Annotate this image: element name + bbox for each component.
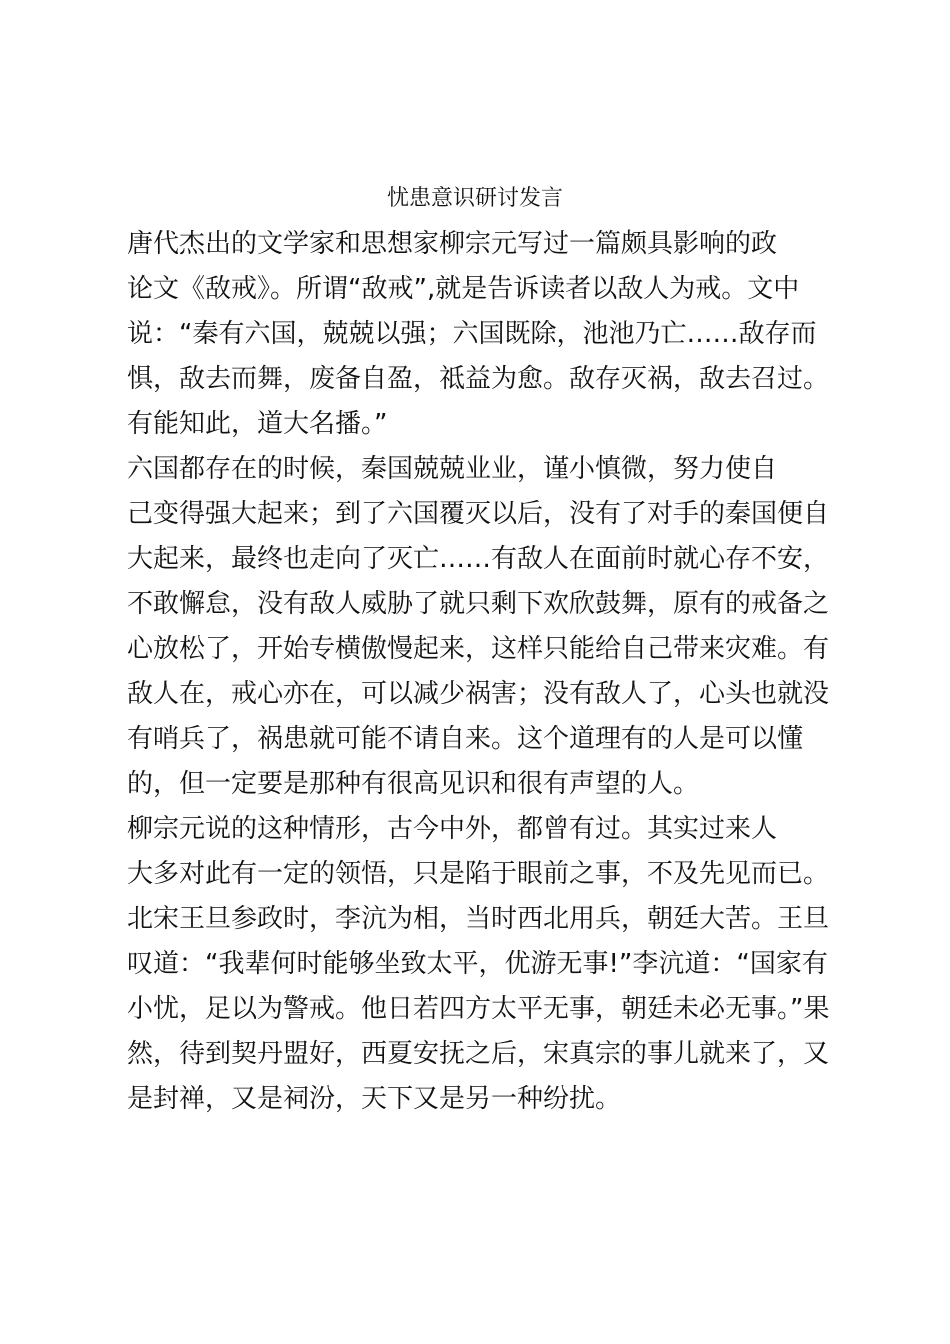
text-line: 论文《敌戒》。所谓“敌戒”,就是告诉读者以敌人为戒。文中 bbox=[127, 274, 800, 304]
text-line: 北宋王旦参政时，李沆为相，当时西北用兵，朝廷大苦。王旦 bbox=[127, 904, 830, 934]
document-body bbox=[127, 222, 847, 1122]
text-line: 六国都存在的时候，秦国兢兢业业，谨小慎微，努力使自 bbox=[127, 454, 778, 484]
text-line: 说：“秦有六国，兢兢以强；六国既除，池池乃亡……敌存而 bbox=[127, 319, 817, 349]
text-line: 柳宗元说的这种情形，古今中外，都曾有过。其实过来人 bbox=[127, 814, 778, 844]
text-line: 大起来，最终也走向了灭亡……有敌人在面前时就心存不安， bbox=[127, 544, 830, 574]
text-line: 叹道：“我辈何时能够坐致太平，优游无事!”李沆道：“国家有 bbox=[127, 949, 828, 979]
text-line: 有能知此，道大名播。” bbox=[127, 409, 388, 439]
text-line: 然，待到契丹盟好，西夏安抚之后，宋真宗的事儿就来了，又 bbox=[127, 1039, 830, 1069]
text-line: 敌人在，戒心亦在，可以减少祸害；没有敌人了，心头也就没 bbox=[127, 679, 830, 709]
text-line: 有哨兵了，祸患就可能不请自来。这个道理有的人是可以懂 bbox=[127, 724, 804, 754]
text-line: 己变得强大起来；到了六国覆灭以后，没有了对手的秦国便自 bbox=[127, 499, 830, 529]
text-line: 是封禅，又是祠汾，天下又是另一种纷扰。 bbox=[127, 1084, 622, 1114]
document-title: 忧患意识研讨发言 bbox=[386, 186, 563, 211]
text-line: 不敢懈怠，没有敌人威胁了就只剩下欢欣鼓舞，原有的戒备之 bbox=[127, 589, 830, 619]
text-line: 惧，敌去而舞，废备自盈，祗益为愈。敌存灭祸，敌去召过。 bbox=[127, 364, 830, 394]
text-line: 小忧，足以为警戒。他日若四方太平无事，朝廷未必无事。”果 bbox=[127, 994, 830, 1024]
text-line: 大多对此有一定的领悟，只是陷于眼前之事，不及先见而已。 bbox=[127, 859, 830, 889]
text-line: 唐代杰出的文学家和思想家柳宗元写过一篇颇具影响的政 bbox=[127, 229, 778, 259]
text-line: 的，但一定要是那种有很高见识和很有声望的人。 bbox=[127, 769, 700, 799]
text-line: 心放松了，开始专横傲慢起来，这样只能给自己带来灾难。有 bbox=[127, 634, 830, 664]
